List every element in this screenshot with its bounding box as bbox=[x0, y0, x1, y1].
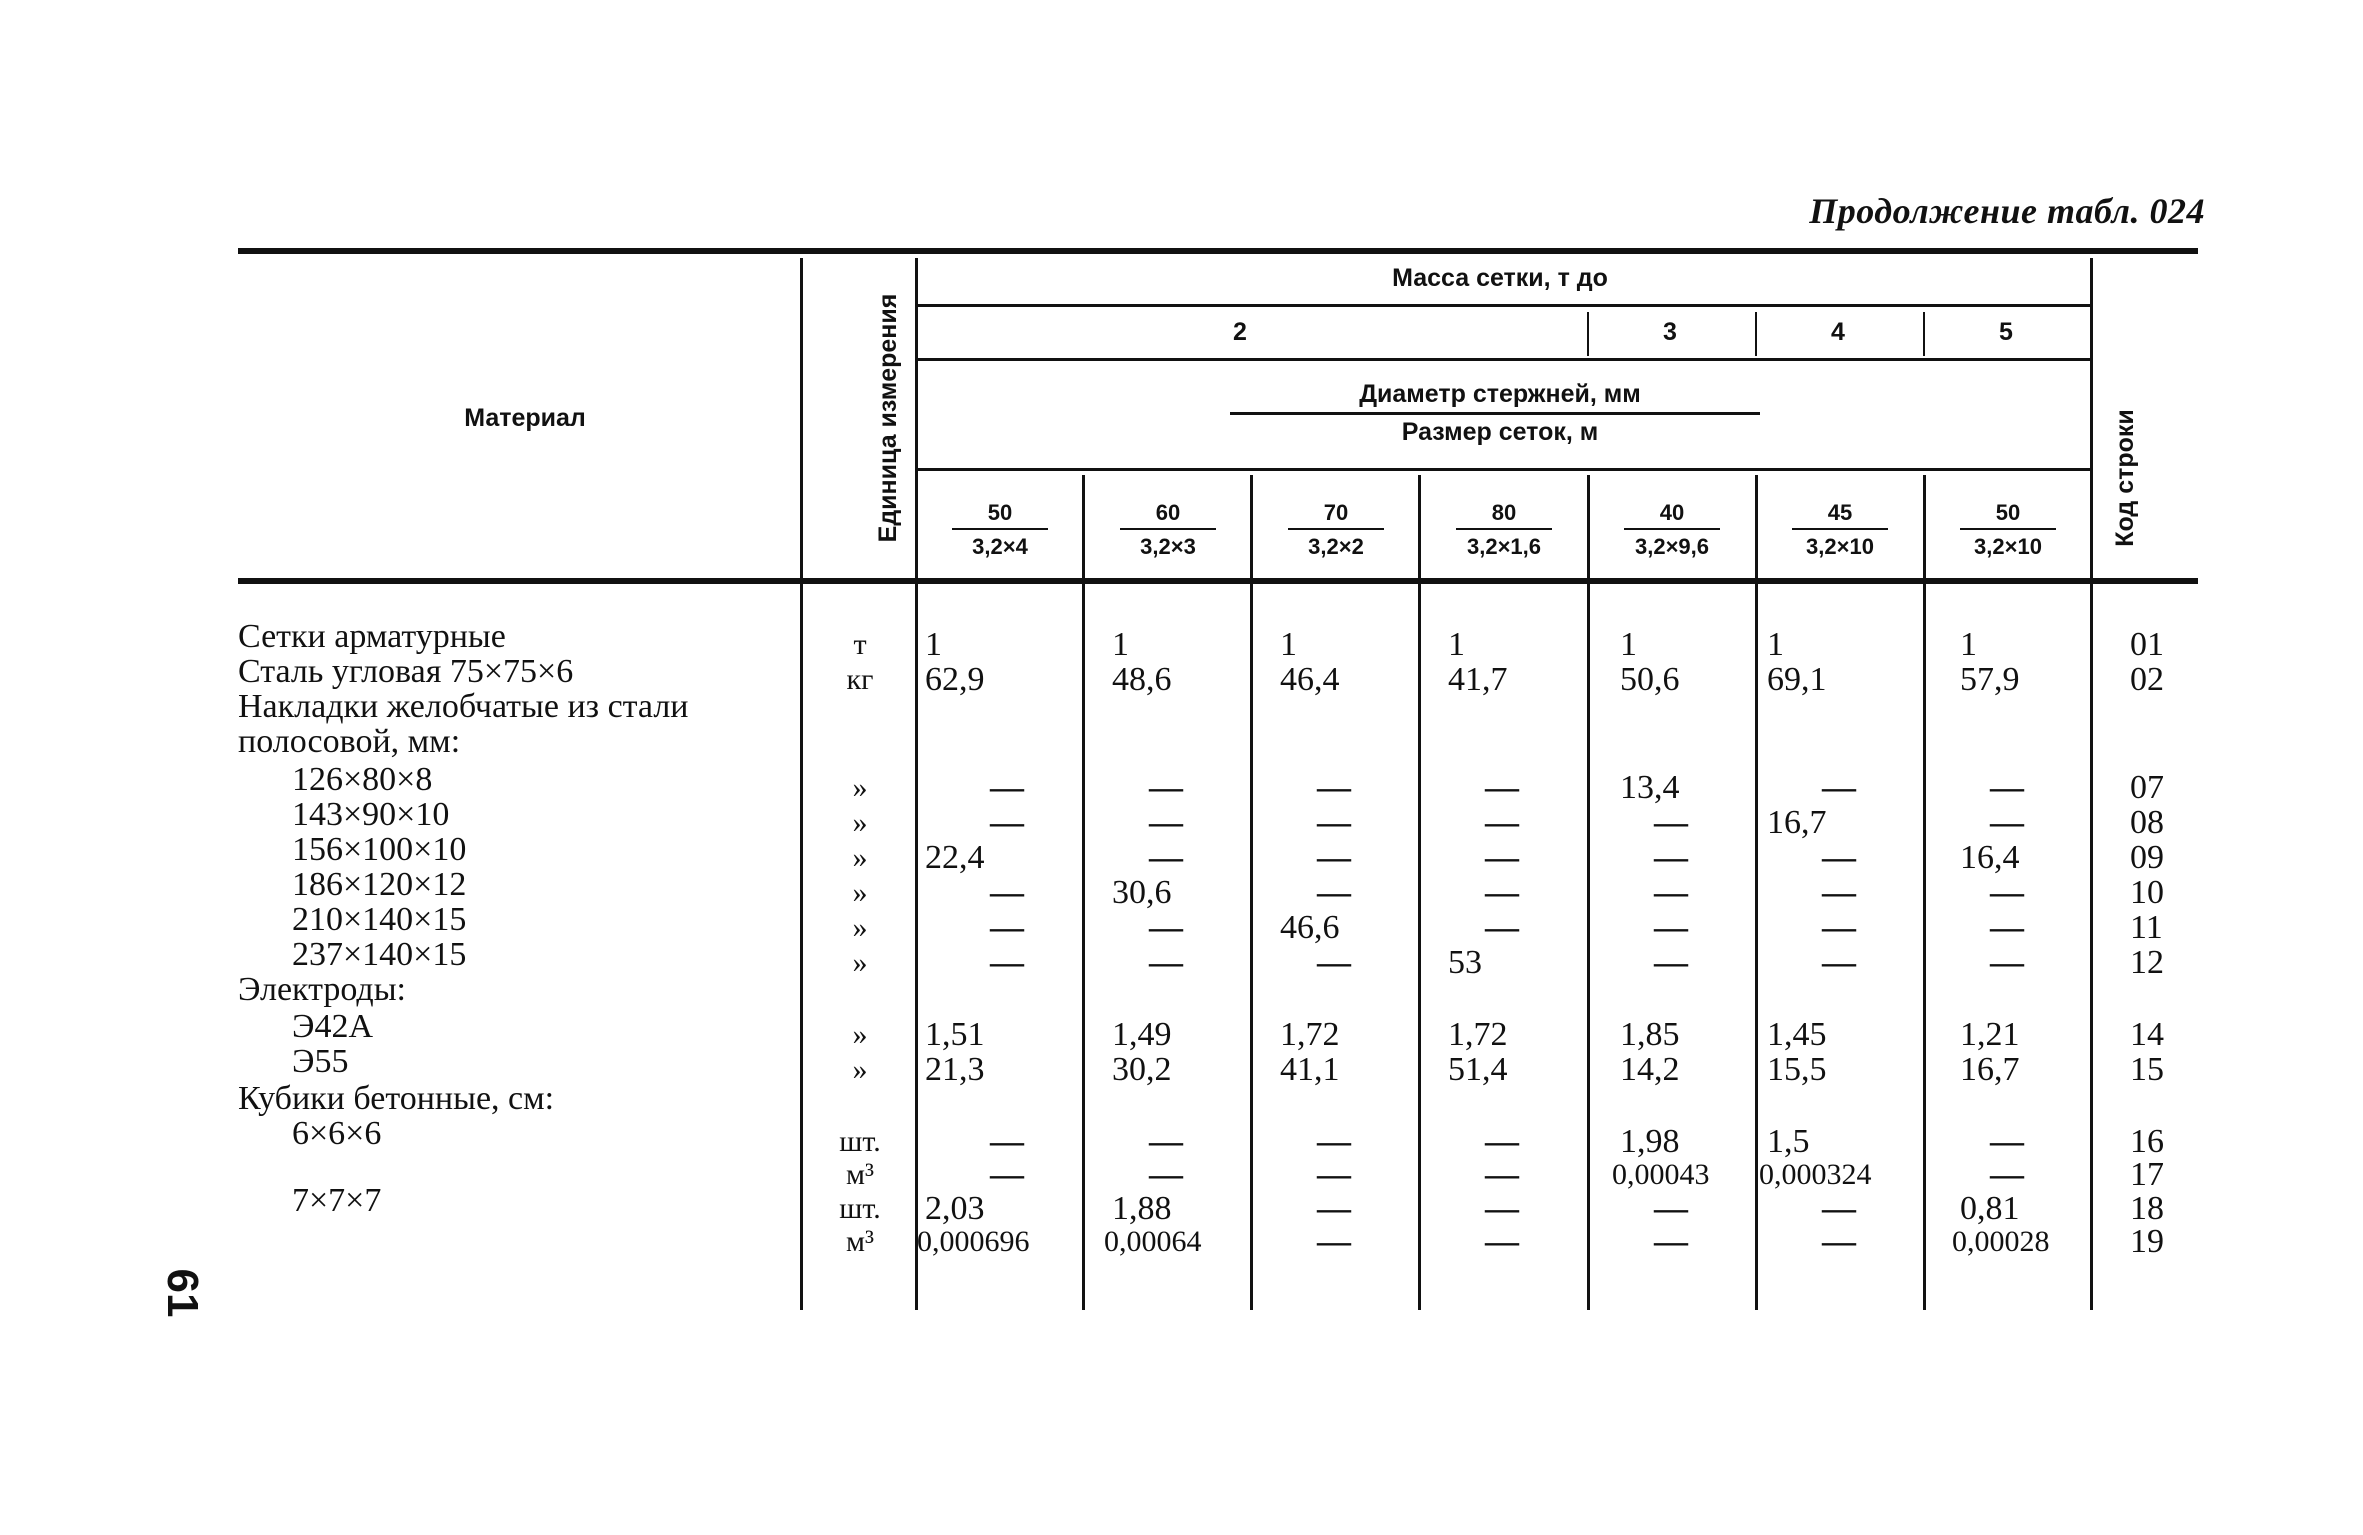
page-number: 61 bbox=[158, 1268, 207, 1318]
table-cell: — bbox=[1822, 839, 1856, 876]
row-material: Сетки арматурные bbox=[238, 618, 506, 655]
row-code: 02 bbox=[2130, 661, 2164, 698]
table-cell: — bbox=[1990, 1123, 2024, 1160]
column-header-2-diameter: 60 bbox=[1120, 500, 1216, 530]
top-rule bbox=[238, 248, 2198, 254]
divider-material-unit bbox=[800, 258, 803, 1310]
row-code: 19 bbox=[2130, 1223, 2164, 1260]
row-material: 143×90×10 bbox=[292, 796, 450, 833]
divider-unit-data bbox=[915, 258, 918, 1310]
table-cell: — bbox=[1485, 1190, 1519, 1227]
table-cell: 1 bbox=[1112, 626, 1129, 663]
table-cell: 16,7 bbox=[1960, 1051, 2020, 1088]
column-header-5-diameter: 40 bbox=[1624, 500, 1720, 530]
table-cell: 1,85 bbox=[1620, 1016, 1680, 1053]
table-cell: 1 bbox=[925, 626, 942, 663]
column-header-1-size: 3,2×4 bbox=[972, 534, 1028, 559]
table-cell: — bbox=[1654, 1190, 1688, 1227]
table-cell: 41,1 bbox=[1280, 1051, 1340, 1088]
table-cell: — bbox=[990, 909, 1024, 946]
row-code: 12 bbox=[2130, 944, 2164, 981]
table-cell: — bbox=[1317, 1156, 1351, 1193]
table-cell: 46,6 bbox=[1280, 909, 1340, 946]
table-cell: — bbox=[1149, 1156, 1183, 1193]
table-cell: 1,88 bbox=[1112, 1190, 1172, 1227]
column-header-4 bbox=[1424, 500, 1584, 560]
table-cell: 62,9 bbox=[925, 661, 985, 698]
table-cell: — bbox=[1317, 1223, 1351, 1260]
table-cell: — bbox=[990, 1123, 1024, 1160]
table-cell: 13,4 bbox=[1620, 769, 1680, 806]
table-cell: 1,21 bbox=[1960, 1016, 2020, 1053]
divider-group-3-4 bbox=[1755, 312, 1757, 356]
row-unit: кг bbox=[846, 663, 874, 696]
table-cell: — bbox=[990, 804, 1024, 841]
table-cell: — bbox=[1822, 944, 1856, 981]
table-cell: 57,9 bbox=[1960, 661, 2020, 698]
column-header-3-diameter: 70 bbox=[1288, 500, 1384, 530]
table-cell: — bbox=[1990, 769, 2024, 806]
divider-col-5 bbox=[1755, 475, 1758, 1310]
row-material: Э55 bbox=[292, 1043, 349, 1080]
table-cell: 14,2 bbox=[1620, 1051, 1680, 1088]
divider-group-4-5 bbox=[1923, 312, 1925, 356]
row-material: Накладки желобчатые из стали bbox=[238, 688, 689, 725]
mass-group-2: 2 bbox=[1233, 318, 1247, 346]
table-cell: — bbox=[1317, 1190, 1351, 1227]
table-cell: 1 bbox=[1280, 626, 1297, 663]
table-cell: — bbox=[1485, 909, 1519, 946]
row-unit: шт. bbox=[839, 1125, 881, 1158]
table-cell: 48,6 bbox=[1112, 661, 1172, 698]
row-unit: » bbox=[852, 1053, 868, 1086]
column-header-3 bbox=[1256, 500, 1416, 560]
header-mesh-size: Размер сеток, м bbox=[1401, 418, 1599, 446]
table-cell: 21,3 bbox=[925, 1051, 985, 1088]
divider-data-code bbox=[2090, 258, 2093, 1310]
table-cell: — bbox=[1990, 874, 2024, 911]
table-cell: 0,000324 bbox=[1759, 1158, 1872, 1191]
column-header-6-size: 3,2×10 bbox=[1806, 534, 1874, 559]
table-cell: — bbox=[1822, 1223, 1856, 1260]
table-cell: — bbox=[1654, 909, 1688, 946]
table-cell: — bbox=[990, 944, 1024, 981]
row-code: 07 bbox=[2130, 769, 2164, 806]
header-mass: Масса сетки, т до bbox=[1392, 264, 1608, 292]
header-diameter: Диаметр стержней, мм bbox=[1359, 380, 1641, 408]
table-cell: 16,7 bbox=[1767, 804, 1827, 841]
divider-col-1 bbox=[1082, 475, 1085, 1310]
divider-col-4 bbox=[1587, 475, 1590, 1310]
table-cell: — bbox=[990, 874, 1024, 911]
table-cell: — bbox=[1822, 769, 1856, 806]
row-material: 6×6×6 bbox=[292, 1115, 382, 1152]
table-cell: — bbox=[1654, 839, 1688, 876]
row-code: 10 bbox=[2130, 874, 2164, 911]
row-code: 18 bbox=[2130, 1190, 2164, 1227]
table-cell: — bbox=[1485, 839, 1519, 876]
header-bottom-rule bbox=[238, 578, 2198, 584]
table-cell: 1 bbox=[1767, 626, 1784, 663]
table-cell: 0,81 bbox=[1960, 1190, 2020, 1227]
table-cell: 1,49 bbox=[1112, 1016, 1172, 1053]
row-unit: » bbox=[852, 946, 868, 979]
table-cell: 1 bbox=[1960, 626, 1977, 663]
row-unit: » bbox=[852, 806, 868, 839]
table-cell: 30,6 bbox=[1112, 874, 1172, 911]
row-unit: м³ bbox=[846, 1225, 874, 1258]
table-cell: — bbox=[1822, 909, 1856, 946]
row-unit: » bbox=[852, 911, 868, 944]
table-cell: — bbox=[1654, 804, 1688, 841]
table-cell: — bbox=[1990, 909, 2024, 946]
table-cell: 53 bbox=[1448, 944, 1482, 981]
table-cell: 15,5 bbox=[1767, 1051, 1827, 1088]
table-cell: 0,000696 bbox=[917, 1225, 1030, 1258]
table-cell: — bbox=[1990, 944, 2024, 981]
table-caption: Продолжение табл. 024 bbox=[1809, 191, 2205, 231]
row-unit: м³ bbox=[846, 1158, 874, 1191]
column-header-7-size: 3,2×10 bbox=[1974, 534, 2042, 559]
table-cell: — bbox=[1317, 839, 1351, 876]
table-cell: 0,00064 bbox=[1104, 1225, 1202, 1258]
divider-group-2-3 bbox=[1587, 312, 1589, 356]
table-cell: — bbox=[1654, 874, 1688, 911]
row-unit: » bbox=[852, 876, 868, 909]
table-cell: 2,03 bbox=[925, 1190, 985, 1227]
table-cell: 1 bbox=[1620, 626, 1637, 663]
table-cell: 1 bbox=[1448, 626, 1465, 663]
table-cell: 1,72 bbox=[1448, 1016, 1508, 1053]
row-material: Электроды: bbox=[238, 971, 407, 1008]
row-material: 126×80×8 bbox=[292, 761, 433, 798]
column-header-6 bbox=[1760, 500, 1920, 560]
table-cell: 30,2 bbox=[1112, 1051, 1172, 1088]
table-cell: — bbox=[1485, 1223, 1519, 1260]
row-unit: т bbox=[853, 628, 867, 661]
row-unit: » bbox=[852, 771, 868, 804]
table-cell: — bbox=[1822, 874, 1856, 911]
table-cell: 1,5 bbox=[1767, 1123, 1810, 1160]
table-cell: — bbox=[1149, 1123, 1183, 1160]
row-material: 7×7×7 bbox=[292, 1182, 382, 1219]
rule-under-groups bbox=[918, 358, 2090, 361]
table-cell: 22,4 bbox=[925, 839, 985, 876]
rule-diameter-fraction bbox=[1230, 412, 1760, 415]
table-cell: — bbox=[990, 769, 1024, 806]
row-code: 01 bbox=[2130, 626, 2164, 663]
column-header-6-diameter: 45 bbox=[1792, 500, 1888, 530]
row-code: 09 bbox=[2130, 839, 2164, 876]
table-cell: — bbox=[1149, 769, 1183, 806]
table-cell: 0,00043 bbox=[1612, 1158, 1710, 1191]
divider-col-6 bbox=[1923, 475, 1926, 1310]
column-header-2 bbox=[1088, 500, 1248, 560]
row-material: 186×120×12 bbox=[292, 866, 467, 903]
row-material: полосовой, мм: bbox=[238, 723, 461, 760]
table-cell: — bbox=[1317, 1123, 1351, 1160]
column-header-5-size: 3,2×9,6 bbox=[1634, 534, 1709, 559]
header-material: Материал bbox=[464, 404, 586, 432]
divider-col-2 bbox=[1250, 475, 1253, 1310]
table-cell: — bbox=[1990, 804, 2024, 841]
table-cell: — bbox=[1485, 804, 1519, 841]
table-cell: 50,6 bbox=[1620, 661, 1680, 698]
row-material: 156×100×10 bbox=[292, 831, 467, 868]
rule-under-mass bbox=[918, 304, 2090, 307]
row-material: 210×140×15 bbox=[292, 901, 467, 938]
row-material: Э42А bbox=[292, 1008, 373, 1045]
table-cell: — bbox=[1149, 944, 1183, 981]
table-cell: — bbox=[1990, 1156, 2024, 1193]
mass-group-5: 5 bbox=[1999, 318, 2013, 346]
table-cell: 1,51 bbox=[925, 1016, 985, 1053]
column-header-2-size: 3,2×3 bbox=[1140, 534, 1196, 559]
row-code: 08 bbox=[2130, 804, 2164, 841]
column-header-5 bbox=[1592, 500, 1752, 560]
table-cell: — bbox=[1317, 944, 1351, 981]
row-material: Кубики бетонные, см: bbox=[238, 1080, 555, 1117]
table-cell: — bbox=[1485, 1123, 1519, 1160]
table-cell: 46,4 bbox=[1280, 661, 1340, 698]
row-unit: » bbox=[852, 1018, 868, 1051]
table-cell: — bbox=[990, 1156, 1024, 1193]
row-code: 16 bbox=[2130, 1123, 2164, 1160]
column-header-1-diameter: 50 bbox=[952, 500, 1048, 530]
row-code: 11 bbox=[2130, 909, 2163, 946]
table-cell: 0,00028 bbox=[1952, 1225, 2050, 1258]
table-cell: — bbox=[1485, 769, 1519, 806]
table-cell: — bbox=[1485, 874, 1519, 911]
table-cell: — bbox=[1317, 804, 1351, 841]
table-cell: — bbox=[1149, 909, 1183, 946]
row-code: 17 bbox=[2130, 1156, 2164, 1193]
column-header-1 bbox=[920, 500, 1080, 560]
column-header-7 bbox=[1928, 500, 2088, 560]
row-code: 14 bbox=[2130, 1016, 2164, 1053]
column-header-7-diameter: 50 bbox=[1960, 500, 2056, 530]
row-material: 237×140×15 bbox=[292, 936, 467, 973]
mass-group-4: 4 bbox=[1831, 318, 1845, 346]
divider-col-3 bbox=[1418, 475, 1421, 1310]
rule-above-columns bbox=[918, 468, 2090, 471]
column-header-4-size: 3,2×1,6 bbox=[1466, 534, 1541, 559]
row-unit: » bbox=[852, 841, 868, 874]
column-header-3-size: 3,2×2 bbox=[1308, 534, 1364, 559]
row-code: 15 bbox=[2130, 1051, 2164, 1088]
table-cell: 51,4 bbox=[1448, 1051, 1508, 1088]
column-header-4-diameter: 80 bbox=[1456, 500, 1552, 530]
table-cell: 1,45 bbox=[1767, 1016, 1827, 1053]
mass-group-3: 3 bbox=[1663, 318, 1677, 346]
header-unit: Единица измерения bbox=[874, 293, 902, 543]
table-cell: — bbox=[1654, 944, 1688, 981]
table-cell: — bbox=[1485, 1156, 1519, 1193]
table-cell: 41,7 bbox=[1448, 661, 1508, 698]
table-cell: — bbox=[1654, 1223, 1688, 1260]
table-cell: — bbox=[1149, 839, 1183, 876]
header-code: Код строки bbox=[2111, 409, 2139, 547]
table-cell: — bbox=[1822, 1190, 1856, 1227]
table-cell: — bbox=[1317, 769, 1351, 806]
table-cell: 16,4 bbox=[1960, 839, 2020, 876]
table-cell: — bbox=[1149, 804, 1183, 841]
table-cell: 1,98 bbox=[1620, 1123, 1680, 1160]
table-cell: 69,1 bbox=[1767, 661, 1827, 698]
table-cell: — bbox=[1317, 874, 1351, 911]
table-cell: 1,72 bbox=[1280, 1016, 1340, 1053]
row-material: Сталь угловая 75×75×6 bbox=[238, 653, 574, 690]
row-unit: шт. bbox=[839, 1192, 881, 1225]
